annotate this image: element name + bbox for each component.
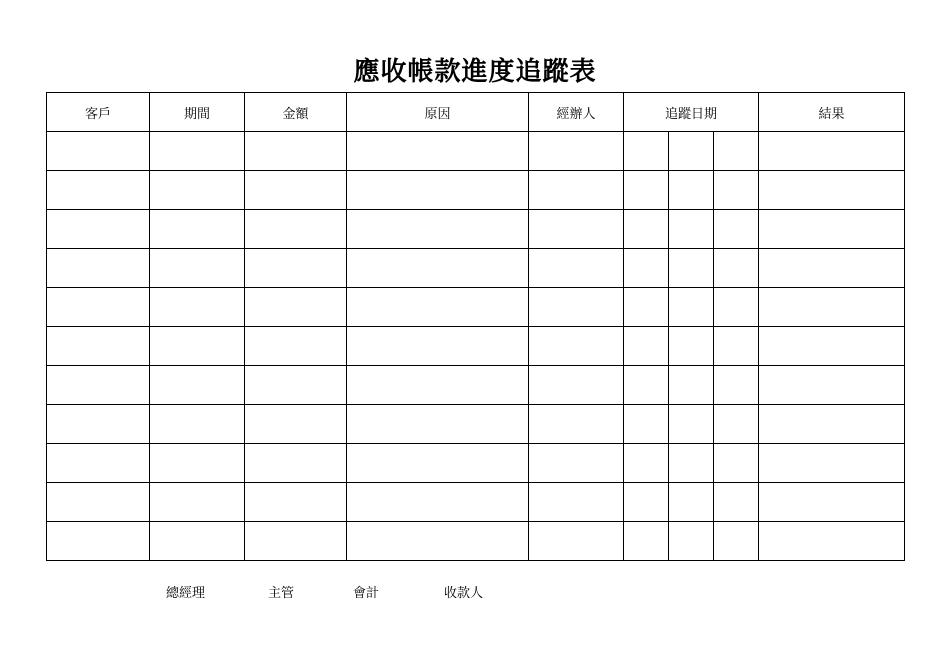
header-customer: 客戶: [47, 93, 150, 132]
cell-period[interactable]: [150, 171, 245, 210]
cell-tracking-date-3[interactable]: [714, 366, 759, 405]
cell-amount[interactable]: [245, 483, 347, 522]
table-row: [47, 249, 905, 288]
cell-amount[interactable]: [245, 405, 347, 444]
cell-result[interactable]: [759, 132, 905, 171]
cell-tracking-date-1[interactable]: [624, 444, 669, 483]
cell-result[interactable]: [759, 405, 905, 444]
cell-result[interactable]: [759, 522, 905, 561]
cell-customer[interactable]: [47, 483, 150, 522]
cell-tracking-date-1[interactable]: [624, 483, 669, 522]
cell-tracking-date-3[interactable]: [714, 327, 759, 366]
cell-tracking-date-1[interactable]: [624, 132, 669, 171]
cell-result[interactable]: [759, 288, 905, 327]
signature-general-manager: 總經理: [166, 586, 206, 601]
cell-period[interactable]: [150, 483, 245, 522]
table-row: [47, 327, 905, 366]
cell-tracking-date-1[interactable]: [624, 210, 669, 249]
table-row: [47, 483, 905, 522]
cell-tracking-date-2[interactable]: [669, 210, 714, 249]
table-row: [47, 210, 905, 249]
cell-tracking-date-3[interactable]: [714, 171, 759, 210]
cell-tracking-date-2[interactable]: [669, 132, 714, 171]
cell-result[interactable]: [759, 483, 905, 522]
header-tracking-date: 追蹤日期: [624, 93, 759, 132]
cell-tracking-date-1[interactable]: [624, 522, 669, 561]
cell-amount[interactable]: [245, 249, 347, 288]
cell-tracking-date-3[interactable]: [714, 249, 759, 288]
cell-tracking-date-1[interactable]: [624, 366, 669, 405]
signature-supervisor: 主管: [268, 586, 295, 601]
table-row: [47, 522, 905, 561]
cell-tracking-date-1[interactable]: [624, 171, 669, 210]
cell-customer[interactable]: [47, 249, 150, 288]
cell-amount[interactable]: [245, 171, 347, 210]
cell-handler[interactable]: [529, 171, 624, 210]
header-period: 期間: [150, 93, 245, 132]
cell-customer[interactable]: [47, 444, 150, 483]
cell-customer[interactable]: [47, 327, 150, 366]
cell-customer[interactable]: [47, 210, 150, 249]
cell-reason[interactable]: [347, 288, 529, 327]
cell-tracking-date-2[interactable]: [669, 249, 714, 288]
header-handler: 經辦人: [529, 93, 624, 132]
cell-handler[interactable]: [529, 444, 624, 483]
cell-tracking-date-3[interactable]: [714, 405, 759, 444]
table-row: [47, 132, 905, 171]
cell-period[interactable]: [150, 327, 245, 366]
cell-tracking-date-2[interactable]: [669, 444, 714, 483]
cell-handler[interactable]: [529, 366, 624, 405]
cell-tracking-date-3[interactable]: [714, 522, 759, 561]
header-result: 結果: [759, 93, 905, 132]
cell-tracking-date-1[interactable]: [624, 249, 669, 288]
table-row: [47, 444, 905, 483]
cell-tracking-date-2[interactable]: [669, 171, 714, 210]
cell-reason[interactable]: [347, 444, 529, 483]
table-row: [47, 405, 905, 444]
cell-handler[interactable]: [529, 483, 624, 522]
cell-tracking-date-3[interactable]: [714, 444, 759, 483]
cell-amount[interactable]: [245, 132, 347, 171]
cell-handler[interactable]: [529, 132, 624, 171]
cell-customer[interactable]: [47, 288, 150, 327]
cell-customer[interactable]: [47, 522, 150, 561]
header-reason: 原因: [347, 93, 529, 132]
cell-reason[interactable]: [347, 171, 529, 210]
cell-tracking-date-2[interactable]: [669, 327, 714, 366]
cell-amount[interactable]: [245, 522, 347, 561]
signature-accounting: 會計: [353, 586, 380, 601]
signature-recipient: 收款人: [444, 586, 484, 601]
cell-handler[interactable]: [529, 405, 624, 444]
cell-handler[interactable]: [529, 327, 624, 366]
cell-tracking-date-2[interactable]: [669, 405, 714, 444]
receivables-tracking-table: [46, 92, 905, 561]
cell-result[interactable]: [759, 444, 905, 483]
page-title: 應收帳款進度追蹤表: [353, 57, 597, 87]
table-row: [47, 171, 905, 210]
cell-handler[interactable]: [529, 249, 624, 288]
cell-amount[interactable]: [245, 210, 347, 249]
cell-reason[interactable]: [347, 483, 529, 522]
table-header-row: [47, 93, 905, 132]
cell-tracking-date-2[interactable]: [669, 366, 714, 405]
cell-period[interactable]: [150, 366, 245, 405]
cell-period[interactable]: [150, 249, 245, 288]
cell-handler[interactable]: [529, 522, 624, 561]
cell-tracking-date-2[interactable]: [669, 522, 714, 561]
cell-result[interactable]: [759, 171, 905, 210]
cell-reason[interactable]: [347, 327, 529, 366]
header-amount: 金額: [245, 93, 347, 132]
cell-tracking-date-3[interactable]: [714, 210, 759, 249]
cell-period[interactable]: [150, 444, 245, 483]
table-row: [47, 366, 905, 405]
cell-tracking-date-2[interactable]: [669, 483, 714, 522]
cell-amount[interactable]: [245, 444, 347, 483]
table-body: [47, 132, 905, 561]
cell-tracking-date-3[interactable]: [714, 288, 759, 327]
cell-tracking-date-3[interactable]: [714, 483, 759, 522]
cell-result[interactable]: [759, 210, 905, 249]
cell-period[interactable]: [150, 288, 245, 327]
cell-tracking-date-2[interactable]: [669, 288, 714, 327]
cell-period[interactable]: [150, 522, 245, 561]
table-row: [47, 288, 905, 327]
cell-period[interactable]: [150, 132, 245, 171]
cell-customer[interactable]: [47, 171, 150, 210]
cell-result[interactable]: [759, 249, 905, 288]
cell-period[interactable]: [150, 405, 245, 444]
cell-result[interactable]: [759, 366, 905, 405]
cell-tracking-date-1[interactable]: [624, 405, 669, 444]
cell-reason[interactable]: [347, 210, 529, 249]
cell-customer[interactable]: [47, 366, 150, 405]
cell-customer[interactable]: [47, 405, 150, 444]
cell-reason[interactable]: [347, 522, 529, 561]
cell-reason[interactable]: [347, 366, 529, 405]
cell-amount[interactable]: [245, 366, 347, 405]
cell-reason[interactable]: [347, 132, 529, 171]
cell-reason[interactable]: [347, 405, 529, 444]
cell-result[interactable]: [759, 327, 905, 366]
cell-tracking-date-1[interactable]: [624, 327, 669, 366]
cell-tracking-date-1[interactable]: [624, 288, 669, 327]
cell-amount[interactable]: [245, 327, 347, 366]
cell-customer[interactable]: [47, 132, 150, 171]
cell-tracking-date-3[interactable]: [714, 132, 759, 171]
cell-amount[interactable]: [245, 288, 347, 327]
cell-handler[interactable]: [529, 288, 624, 327]
cell-reason[interactable]: [347, 249, 529, 288]
cell-handler[interactable]: [529, 210, 624, 249]
cell-period[interactable]: [150, 210, 245, 249]
